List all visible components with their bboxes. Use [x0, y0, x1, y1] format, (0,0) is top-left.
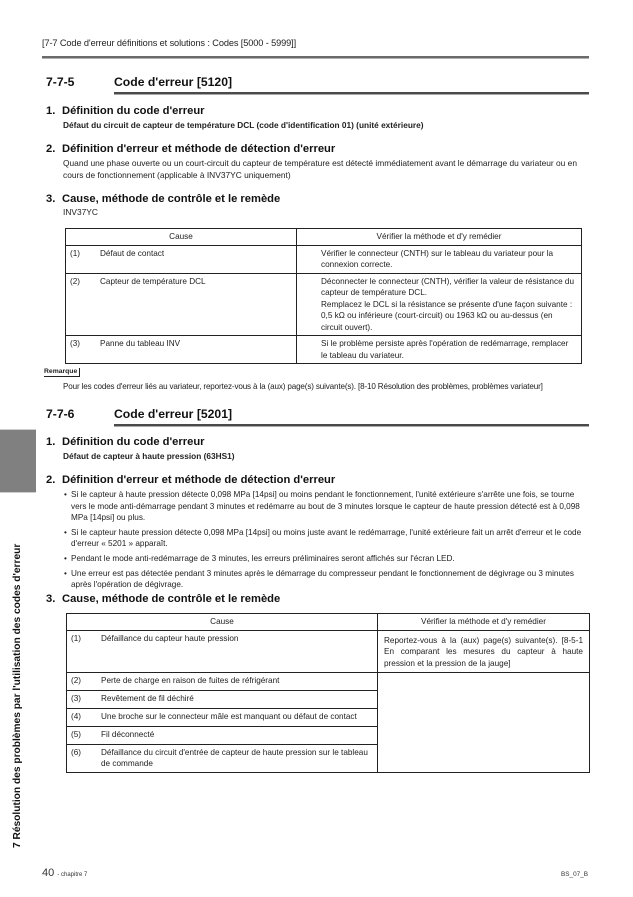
- remedy-text: Vérifier le connecteur (CNTH) sur le tableau du variateur pour la connexion correcte.: [321, 248, 554, 269]
- bullet-item: • Si le capteur à haute pression détecte 0,098 MPa [14psi] ou moins pendant le fonctionnement, l'unité extérieure s'arrête une fois, se tourne vers le mode anti-démarrage pendant 3 minutes et redémarre au bout de 3 minutes lorsque le capteur de haute pression détecté est à 0,098 MPa [14psi] ou plus.: [64, 490, 580, 523]
- bullet-item: • Une erreur est pas détectée pendant 3 minutes après le démarrage du compresseur pendant le fonctionnement de dégivrage ou 3 minutes après l'opération de dégivrage.: [64, 568, 574, 590]
- subsection-heading: 1. Définition du code d'erreur: [46, 436, 205, 448]
- cause-text: Perte de charge en raison de fuites de réfrigérant: [101, 675, 280, 685]
- table-row: [66, 336, 582, 364]
- row-index: (2): [70, 276, 81, 286]
- section-number: 7-7-5: [46, 75, 75, 89]
- column-header-remedy: Vérifier la méthode et d'y remédier: [297, 229, 582, 246]
- cause-remedy-table: [66, 613, 590, 773]
- cause-text: Capteur de température DCL: [100, 276, 206, 286]
- model-label: INV37YC: [63, 207, 98, 217]
- row-index: (6): [71, 747, 82, 757]
- cause-text: Défaillance du circuit d'entrée de capteur de haute pression sur le tableau de commande: [101, 747, 368, 768]
- table-row: [67, 630, 590, 672]
- column-header-cause: Cause: [66, 229, 297, 246]
- cause-text: Revêtement de fil déchiré: [101, 693, 194, 703]
- bullet-item: • Pendant le mode anti-redémarrage de 3 minutes, les erreurs préliminaires seront affichés sur l'écran LED.: [64, 553, 455, 563]
- row-index: (4): [71, 711, 82, 721]
- row-index: (1): [70, 248, 81, 258]
- row-index: (5): [71, 729, 82, 739]
- column-header-cause: Cause: [67, 614, 378, 631]
- page-number: 40 - chapitre 7: [42, 867, 88, 879]
- error-definition: Défaut de capteur à haute pression (63HS1): [63, 451, 235, 461]
- cause-text: Une broche sur le connecteur mâle est manquant ou défaut de contact: [101, 711, 357, 721]
- table-header-row: [67, 614, 590, 631]
- header-rule: [42, 56, 589, 59]
- column-header-remedy: Vérifier la méthode et d'y remédier: [378, 614, 590, 631]
- row-index: (3): [70, 339, 81, 348]
- remedy-empty-cell: [378, 672, 590, 772]
- section-title: Code d'erreur [5120]: [114, 75, 233, 89]
- subsection-heading: 2. Définition d'erreur et méthode de détection d'erreur: [46, 143, 336, 155]
- remedy-text: Si le problème persiste après l'opération de redémarrage, remplacer le tableau du variateur.: [321, 339, 569, 360]
- detection-method-text: Quand une phase ouverte ou un court-circuit du capteur de température est détecté immédiatement avant le démarrage du variateur ou en cours de fonctionnement (applicable à INV37YC uniquement): [63, 158, 577, 180]
- table-row: [66, 245, 582, 273]
- cause-text: Défaut de contact: [100, 248, 165, 258]
- detection-bullet-list: [64, 489, 590, 594]
- subsection-heading: 2. Définition d'erreur et méthode de détection d'erreur: [46, 474, 336, 486]
- remedy-text: Reportez-vous à la (aux) page(s) suivante(s). [8-5-1 En comparant les mesures du capteur à haute pression et la pression de la jauge]: [384, 635, 583, 668]
- subsection-heading: 1. Définition du code d'erreur: [46, 105, 205, 117]
- cause-text: Fil déconnecté: [101, 729, 155, 739]
- table-row: [67, 672, 590, 690]
- cause-text: Défaillance du capteur haute pression: [101, 633, 239, 643]
- remedy-text: Remplacez le DCL si la résistance se présente d'une façon suivante : 0,5 kΩ ou inférieure (court-circuit) ou 1963 kΩ ou au-dessus (en circuit ouvert).: [321, 299, 573, 332]
- cause-remedy-table: [65, 228, 582, 364]
- row-index: (2): [71, 675, 82, 685]
- remark-label: Remarque: [44, 368, 80, 377]
- section-title: Code d'erreur [5201]: [114, 407, 233, 421]
- chapter-side-label: 7 Résolution des problèmes par l'utilisation des codes d'erreur: [12, 543, 23, 848]
- error-definition: Défaut du circuit de capteur de température DCL (code d'identification 01) (unité extérieure): [63, 120, 424, 130]
- row-index: (1): [71, 633, 82, 643]
- remedy-text: Déconnecter le connecteur (CNTH), vérifier la valeur de résistance du capteur de température DCL.: [321, 276, 575, 297]
- table-header-row: [66, 229, 582, 246]
- subsection-heading: 3. Cause, méthode de contrôle et le remède: [46, 593, 281, 605]
- section-rule: [114, 424, 589, 427]
- running-header: [7-7 Code d'erreur définitions et solutions : Codes [5000 - 5999]]: [42, 38, 297, 48]
- section-number: 7-7-6: [46, 407, 75, 421]
- section-rule: [114, 92, 589, 95]
- subsection-heading: 3. Cause, méthode de contrôle et le remède: [46, 193, 281, 205]
- chapter-tab-marker: [0, 429, 36, 493]
- table-row: [66, 273, 582, 336]
- remark-text: Pour les codes d'erreur liés au variateur, reportez-vous à la (aux) page(s) suivante(s). [8-10 Résolution des problèmes, problèmes variateur]: [63, 382, 543, 391]
- cause-text: Panne du tableau INV: [100, 339, 181, 348]
- row-index: (3): [71, 693, 82, 703]
- bullet-item: • Si le capteur haute pression détecte 0,098 MPa [14psi] ou moins juste avant le redémarrage, l'unité extérieure fait un arrêt d'erreur et le code d'erreur « 5201 » apparaît.: [64, 527, 582, 549]
- document-code: BS_07_B: [561, 871, 589, 878]
